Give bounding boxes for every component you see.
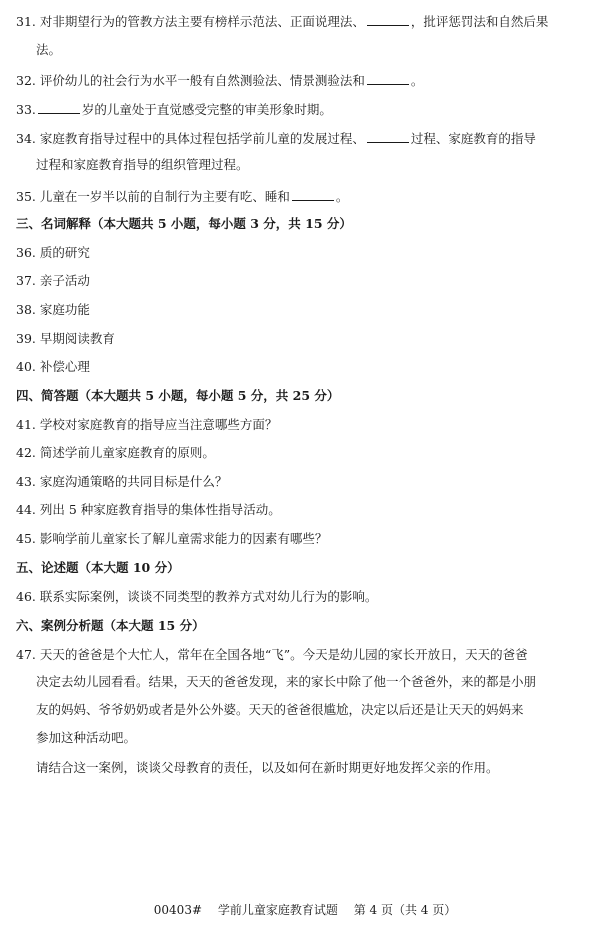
question-47-prompt: 请结合这一案例，谈谈父母教育的责任，以及如何在新时期更好地发挥父亲的作用。 bbox=[36, 760, 499, 775]
section-heading: 三、名词解释（本大题共 5 小题，每小题 3 分，共 15 分） bbox=[16, 216, 352, 231]
question-34-text-2: 过程、家庭教育的指导 bbox=[410, 131, 536, 146]
question-45: 45. 影响学前儿童家长了解儿童需求能力的因素有哪些？ bbox=[16, 531, 328, 546]
question-44: 44. 列出 5 种家庭教育指导的集体性指导活动。 bbox=[16, 502, 281, 517]
question-42: 42. 简述学前儿童家庭教育的原则。 bbox=[16, 445, 215, 460]
answer-blank bbox=[292, 188, 334, 201]
section-heading: 五、论述题（本大题 10 分） bbox=[16, 560, 180, 575]
question-33 bbox=[16, 101, 332, 118]
question-43: 43. 家庭沟通策略的共同目标是什么？ bbox=[16, 474, 228, 489]
question-31 bbox=[16, 13, 548, 30]
question-47-continuation: 决定去幼儿园看看。结果，天天的爸爸发现，来的家长中除了他一个爸爸外，来的都是小朋 bbox=[36, 674, 537, 689]
footer-page-number: 第 4 页（共 4 页） bbox=[353, 903, 457, 917]
question-38: 38. 家庭功能 bbox=[16, 302, 90, 317]
question-35 bbox=[16, 188, 348, 205]
question-33-number: 33. bbox=[16, 102, 36, 117]
question-40: 40. 补偿心理 bbox=[16, 359, 90, 374]
answer-blank bbox=[367, 13, 409, 26]
question-31-text: 31. 对非期望行为的管教方法主要有榜样示范法、正面说理法、 bbox=[16, 14, 365, 29]
question-34-text: 34. 家庭教育指导过程中的具体过程包括学前儿童的发展过程、 bbox=[16, 131, 365, 146]
question-47-continuation: 参加这种活动吧。 bbox=[36, 730, 137, 745]
question-36: 36. 质的研究 bbox=[16, 245, 90, 260]
section-heading: 四、简答题（本大题共 5 小题，每小题 5 分，共 25 分） bbox=[16, 388, 340, 403]
question-35-text: 35. 儿童在一岁半以前的自制行为主要有吃、睡和 bbox=[16, 189, 290, 204]
question-33-text: 岁的儿童处于直觉感受完整的审美形象时期。 bbox=[81, 102, 332, 117]
question-47: 47. 天天的爸爸是个大忙人，常年在全国各地“飞”。今天是幼儿园的家长开放日，天天的爸爸 bbox=[16, 647, 528, 662]
section-heading: 六、案例分析题（本大题 15 分） bbox=[16, 618, 205, 633]
question-32 bbox=[16, 72, 423, 89]
question-31-continuation: 法。 bbox=[36, 42, 62, 57]
question-35-end: 。 bbox=[335, 189, 349, 204]
footer-code: 00403# bbox=[153, 903, 203, 917]
question-37: 37. 亲子活动 bbox=[16, 273, 90, 288]
answer-blank bbox=[367, 130, 409, 143]
question-34-continuation: 过程和家庭教育指导的组织管理过程。 bbox=[36, 157, 249, 172]
question-41: 41. 学校对家庭教育的指导应当注意哪些方面？ bbox=[16, 417, 278, 432]
page-footer bbox=[0, 901, 610, 918]
question-34 bbox=[16, 130, 536, 147]
question-32-end: 。 bbox=[410, 73, 424, 88]
footer-title: 学前儿童家庭教育试题 bbox=[217, 903, 338, 917]
question-46: 46. 联系实际案例，谈谈不同类型的教养方式对幼儿行为的影响。 bbox=[16, 589, 378, 604]
answer-blank bbox=[38, 101, 80, 114]
question-39: 39. 早期阅读教育 bbox=[16, 331, 115, 346]
question-32-text: 32. 评价幼儿的社会行为水平一般有自然测验法、情景测验法和 bbox=[16, 73, 365, 88]
answer-blank bbox=[367, 72, 409, 85]
question-47-continuation: 友的妈妈、爷爷奶奶或者是外公外婆。天天的爸爸很尴尬，决定以后还是让天天的妈妈来 bbox=[36, 702, 524, 717]
question-31-text-2: ，批评惩罚法和自然后果 bbox=[410, 14, 549, 29]
